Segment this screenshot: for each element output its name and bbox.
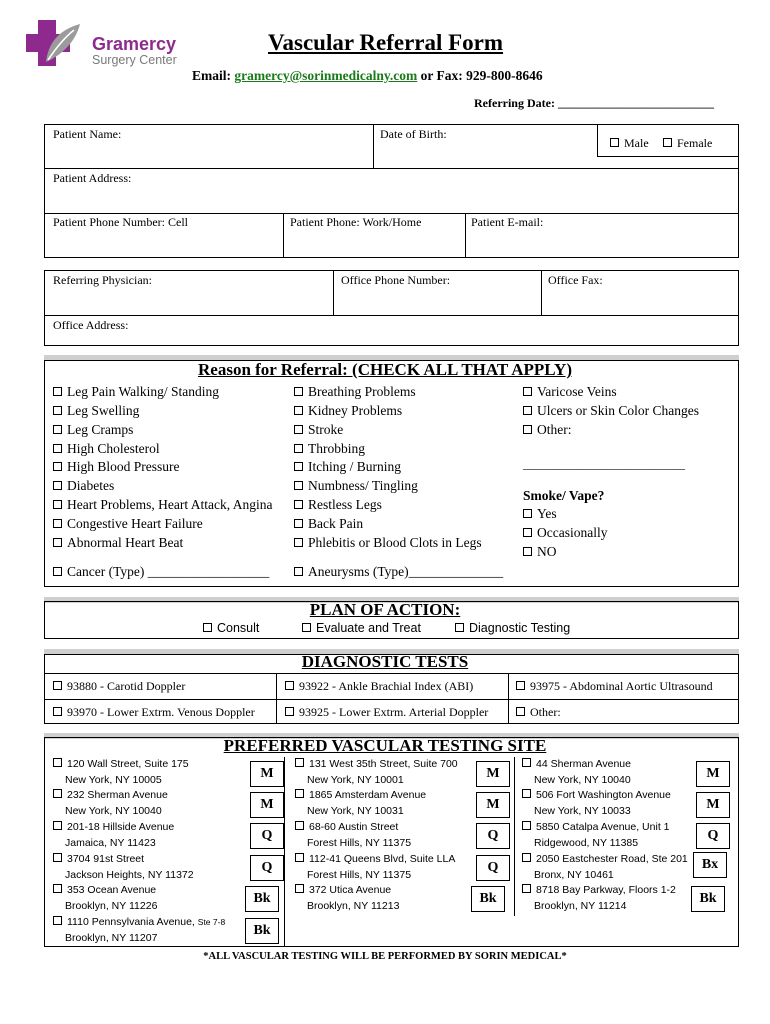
checkbox[interactable] — [53, 707, 62, 716]
site-city: New York, NY 10033 — [534, 804, 631, 817]
checkbox[interactable] — [294, 406, 303, 415]
site-badge: M — [476, 761, 510, 787]
site-address: 1110 Pennsylvania Avenue, — [67, 916, 198, 928]
site-item[interactable] — [522, 757, 631, 788]
plan-option-label: Evaluate and Treat — [316, 621, 421, 635]
site-address: 112-41 Queens Blvd, Suite LLA — [309, 853, 456, 865]
site-city: New York, NY 10005 — [65, 773, 162, 786]
reason-label: Leg Cramps — [67, 422, 134, 437]
reason-leg-pain[interactable] — [53, 384, 219, 400]
test-93970[interactable] — [53, 705, 255, 720]
reason-label: High Cholesterol — [67, 441, 160, 456]
site-city: Forest Hills, NY 11375 — [307, 868, 412, 881]
checkbox[interactable] — [523, 528, 532, 537]
test-label: 93925 - Lower Extrm. Arterial Doppler — [299, 705, 489, 719]
reason-label: Back Pain — [308, 516, 364, 531]
reason-other-line[interactable]: ___________________________ — [523, 457, 685, 471]
smoke-occasionally[interactable] — [523, 525, 607, 541]
test-label: 93970 - Lower Extrm. Venous Doppler — [67, 705, 255, 719]
reason-label: Itching / Burning — [308, 459, 401, 474]
diagnostic-header: DIAGNOSTIC TESTS — [301, 652, 469, 671]
site-item[interactable] — [53, 852, 194, 883]
reason-back-pain[interactable] — [294, 516, 363, 532]
site-badge: Bk — [471, 886, 505, 912]
reason-breathing-problems[interactable] — [294, 384, 416, 400]
site-city: Brooklyn, NY 11226 — [65, 899, 158, 912]
reason-leg-cramps[interactable] — [53, 422, 133, 438]
checkbox[interactable] — [522, 789, 531, 798]
checkbox[interactable] — [294, 444, 303, 453]
site-address: 3704 91st Street — [67, 853, 145, 865]
reason-label: High Blood Pressure — [67, 459, 180, 474]
checkbox[interactable] — [53, 567, 62, 576]
reason-high-cholesterol[interactable] — [53, 441, 160, 457]
site-badge: Bk — [245, 886, 279, 912]
site-city: Jackson Heights, NY 11372 — [65, 868, 194, 881]
checkbox[interactable] — [294, 519, 303, 528]
female-checkbox[interactable] — [663, 138, 672, 147]
reason-congestive-heart-failure[interactable] — [53, 516, 203, 532]
site-badge: M — [696, 792, 730, 818]
reason-phlebitis[interactable] — [294, 535, 482, 551]
site-badge: M — [250, 792, 284, 818]
checkbox[interactable] — [455, 623, 464, 632]
checkbox[interactable] — [294, 567, 303, 576]
test-label: Other: — [530, 705, 561, 719]
patient-email-field[interactable]: Patient E-mail: — [471, 215, 544, 229]
site-address: 353 Ocean Avenue — [67, 884, 157, 896]
reason-label: Breathing Problems — [308, 384, 416, 399]
female-option[interactable] — [663, 136, 712, 151]
test-93880[interactable] — [53, 679, 185, 694]
male-checkbox[interactable] — [610, 138, 619, 147]
site-item[interactable] — [53, 820, 174, 851]
test-label: 93975 - Abdominal Aortic Ultrasound — [530, 679, 713, 693]
reason-other[interactable] — [523, 422, 572, 438]
patient-address-field[interactable]: Patient Address: — [53, 171, 132, 185]
reason-label: Ulcers or Skin Color Changes — [537, 403, 699, 418]
checkbox[interactable] — [53, 519, 62, 528]
reason-leg-swelling[interactable] — [53, 403, 139, 419]
site-item[interactable] — [295, 852, 455, 883]
smoke-option-label: NO — [537, 544, 557, 559]
reason-label: Phlebitis or Blood Clots in Legs — [308, 535, 482, 550]
reason-label: Leg Pain Walking/ Standing — [67, 384, 220, 399]
site-item[interactable] — [522, 883, 676, 914]
site-address: 8718 Bay Parkway, Floors 1-2 — [536, 884, 676, 896]
checkbox[interactable] — [295, 853, 304, 862]
checkbox[interactable] — [294, 462, 303, 471]
site-item[interactable] — [295, 820, 411, 851]
contact-email-link[interactable]: gramercy@sorinmedicalny.com — [234, 68, 418, 83]
site-item[interactable] — [53, 757, 189, 788]
site-item[interactable] — [53, 788, 168, 819]
site-suite: Ste 7-8 — [197, 917, 226, 927]
reason-aneurysms[interactable] — [294, 564, 503, 580]
checkbox[interactable] — [53, 884, 62, 893]
plan-header: PLAN OF ACTION: — [309, 600, 461, 619]
site-city: Jamaica, NY 11423 — [65, 836, 156, 849]
reason-label: Throbbing — [308, 441, 365, 456]
site-badge: Bk — [245, 918, 279, 944]
reason-restless-legs[interactable] — [294, 497, 382, 513]
site-address: 201-18 Hillside Avenue — [67, 821, 175, 833]
site-badge: Q — [476, 823, 510, 849]
site-badge: M — [250, 761, 284, 787]
site-city: New York, NY 10001 — [307, 773, 404, 786]
smoke-label: Smoke/ Vape? — [523, 488, 605, 503]
smoke-no[interactable] — [523, 544, 557, 560]
checkbox[interactable] — [294, 425, 303, 434]
checkbox[interactable] — [522, 853, 531, 862]
test-label: 93880 - Carotid Doppler — [67, 679, 186, 693]
office-fax-field[interactable]: Office Fax: — [548, 273, 603, 287]
site-city: New York, NY 10031 — [307, 804, 404, 817]
checkbox[interactable] — [53, 462, 62, 471]
site-item[interactable] — [53, 883, 157, 914]
plan-diagnostic-testing[interactable] — [455, 621, 570, 635]
smoke-yes[interactable] — [523, 506, 557, 522]
site-city: Bronx, NY 10461 — [534, 868, 614, 881]
site-address: 232 Sherman Avenue — [67, 789, 168, 801]
reason-throbbing[interactable] — [294, 441, 365, 457]
site-city: Brooklyn, NY 11214 — [534, 899, 627, 912]
reason-label: Leg Swelling — [67, 403, 140, 418]
checkbox[interactable] — [53, 481, 62, 490]
patient-phone-cell-field[interactable]: Patient Phone Number: Cell — [53, 215, 188, 229]
checkbox[interactable] — [523, 406, 532, 415]
checkbox[interactable] — [302, 623, 311, 632]
site-address: 1865 Amsterdam Avenue — [309, 789, 427, 801]
reason-abnormal-heart-beat[interactable] — [53, 535, 183, 551]
checkbox[interactable] — [53, 821, 62, 830]
male-option[interactable] — [610, 136, 649, 151]
reason-itching-burning[interactable] — [294, 459, 401, 475]
checkbox[interactable] — [53, 681, 62, 690]
plan-option-label: Diagnostic Testing — [469, 621, 571, 635]
site-item[interactable] — [522, 852, 688, 883]
site-address: 68-60 Austin Street — [309, 821, 399, 833]
checkbox[interactable] — [53, 444, 62, 453]
reason-kidney-problems[interactable] — [294, 403, 402, 419]
plan-consult[interactable] — [203, 621, 259, 635]
reason-high-blood-pressure[interactable] — [53, 459, 180, 475]
test-other[interactable] — [516, 705, 561, 720]
gramercy-logo — [24, 18, 184, 68]
site-badge: M — [696, 761, 730, 787]
site-address: 131 West 35th Street, Suite 700 — [309, 758, 458, 770]
checkbox[interactable] — [53, 387, 62, 396]
site-item[interactable] — [522, 820, 670, 851]
checkbox[interactable] — [523, 547, 532, 556]
site-address: 372 Utica Avenue — [309, 884, 392, 896]
site-city: Brooklyn, NY 11213 — [307, 899, 400, 912]
contact-email-label: Email: — [192, 68, 235, 83]
office-phone-field[interactable]: Office Phone Number: — [341, 273, 451, 287]
checkbox[interactable] — [522, 821, 531, 830]
site-address: 5850 Catalpa Avenue, Unit 1 — [536, 821, 670, 833]
checkbox[interactable] — [53, 758, 62, 767]
site-city: New York, NY 10040 — [65, 804, 162, 817]
referring-date[interactable]: Referring Date: __________________________ — [474, 96, 714, 110]
site-city: New York, NY 10040 — [534, 773, 631, 786]
patient-phone-work-field[interactable]: Patient Phone: Work/Home — [290, 215, 422, 229]
reason-label: Cancer (Type) __________________ — [67, 564, 270, 579]
reason-label: Abnormal Heart Beat — [67, 535, 184, 550]
reason-numbness-tingling[interactable] — [294, 478, 418, 494]
form-title: Vascular Referral Form — [268, 30, 504, 55]
site-address: 506 Fort Washington Avenue — [536, 789, 671, 801]
checkbox[interactable] — [294, 500, 303, 509]
checkbox[interactable] — [53, 853, 62, 862]
site-badge: Q — [476, 855, 510, 881]
reason-label: Congestive Heart Failure — [67, 516, 203, 531]
test-93925[interactable] — [285, 705, 488, 720]
reason-label: Heart Problems, Heart Attack, Angina — [67, 497, 273, 512]
reason-label: Numbness/ Tingling — [308, 478, 418, 493]
site-city: Forest Hills, NY 11375 — [307, 836, 412, 849]
checkbox[interactable] — [294, 481, 303, 490]
checkbox[interactable] — [523, 425, 532, 434]
reason-label: Restless Legs — [308, 497, 382, 512]
checkbox[interactable] — [53, 425, 62, 434]
plan-option-label: Consult — [217, 621, 260, 635]
sites-footer-note: *ALL VASCULAR TESTING WILL BE PERFORMED BY SORIN MEDICAL* — [203, 951, 567, 962]
test-label: 93922 - Ankle Brachial Index (ABI) — [299, 679, 474, 693]
checkbox[interactable] — [523, 387, 532, 396]
site-item[interactable] — [295, 883, 399, 914]
sites-header: PREFERRED VASCULAR TESTING SITE — [223, 736, 547, 755]
site-city: Ridgewood, NY 11385 — [534, 836, 639, 849]
checkbox[interactable] — [53, 916, 62, 925]
site-item[interactable] — [295, 788, 426, 819]
site-badge: M — [476, 792, 510, 818]
reason-label: Varicose Veins — [537, 384, 617, 399]
reason-label: Other: — [537, 422, 572, 437]
checkbox[interactable] — [295, 758, 304, 767]
patient-name-field[interactable]: Patient Name: — [53, 127, 122, 141]
reason-diabetes[interactable] — [53, 478, 114, 494]
checkbox[interactable] — [522, 884, 531, 893]
site-address: 2050 Eastchester Road, Ste 201 — [536, 853, 688, 865]
checkbox[interactable] — [53, 500, 62, 509]
brand-subtitle: Surgery Center — [92, 53, 177, 67]
checkbox[interactable] — [285, 681, 294, 690]
reason-label: Kidney Problems — [308, 403, 403, 418]
site-badge: Bk — [691, 886, 725, 912]
contact-line — [192, 68, 543, 84]
checkbox[interactable] — [516, 707, 525, 716]
reason-stroke[interactable] — [294, 422, 343, 438]
reason-ulcers[interactable] — [523, 403, 699, 419]
checkbox[interactable] — [285, 707, 294, 716]
reason-varicose-veins[interactable] — [523, 384, 617, 400]
test-93975[interactable] — [516, 679, 713, 694]
site-badge: Q — [250, 855, 284, 881]
office-address-field[interactable]: Office Address: — [53, 318, 129, 332]
dob-field[interactable]: Date of Birth: — [380, 127, 447, 141]
checkbox[interactable] — [53, 789, 62, 798]
site-badge: Q — [250, 823, 284, 849]
reason-label: Aneurysms (Type)______________ — [308, 564, 504, 579]
checkbox[interactable] — [523, 509, 532, 518]
reason-header: Reason for Referral: (CHECK ALL THAT APPLY) — [198, 360, 572, 379]
smoke-option-label: Occasionally — [537, 525, 608, 540]
plan-evaluate-treat[interactable] — [302, 621, 421, 635]
reason-label: Diabetes — [67, 478, 115, 493]
reason-label: Stroke — [308, 422, 344, 437]
contact-fax: or Fax: 929-800-8646 — [417, 68, 543, 83]
gramercy-logo-icon — [24, 18, 84, 68]
checkbox[interactable] — [295, 789, 304, 798]
site-address: 44 Sherman Avenue — [536, 758, 631, 770]
smoke-option-label: Yes — [537, 506, 557, 521]
brand-name: Gramercy — [92, 34, 177, 54]
checkbox[interactable] — [294, 387, 303, 396]
checkbox[interactable] — [516, 681, 525, 690]
checkbox[interactable] — [294, 538, 303, 547]
reason-heart-problems[interactable] — [53, 497, 272, 513]
referring-physician-field[interactable]: Referring Physician: — [53, 273, 152, 287]
site-item[interactable] — [295, 757, 458, 788]
test-93922[interactable] — [285, 679, 473, 694]
reason-cancer[interactable] — [53, 564, 269, 580]
female-label: Female — [677, 136, 713, 150]
checkbox[interactable] — [295, 821, 304, 830]
site-city: Brooklyn, NY 11207 — [65, 931, 158, 944]
male-label: Male — [624, 136, 649, 150]
site-address: 120 Wall Street, Suite 175 — [67, 758, 189, 770]
site-item[interactable] — [53, 915, 225, 946]
site-badge: Bx — [693, 852, 727, 878]
checkbox[interactable] — [295, 884, 304, 893]
checkbox[interactable] — [203, 623, 212, 632]
checkbox[interactable] — [53, 406, 62, 415]
checkbox[interactable] — [522, 758, 531, 767]
site-badge: Q — [696, 823, 730, 849]
site-item[interactable] — [522, 788, 671, 819]
checkbox[interactable] — [53, 538, 62, 547]
